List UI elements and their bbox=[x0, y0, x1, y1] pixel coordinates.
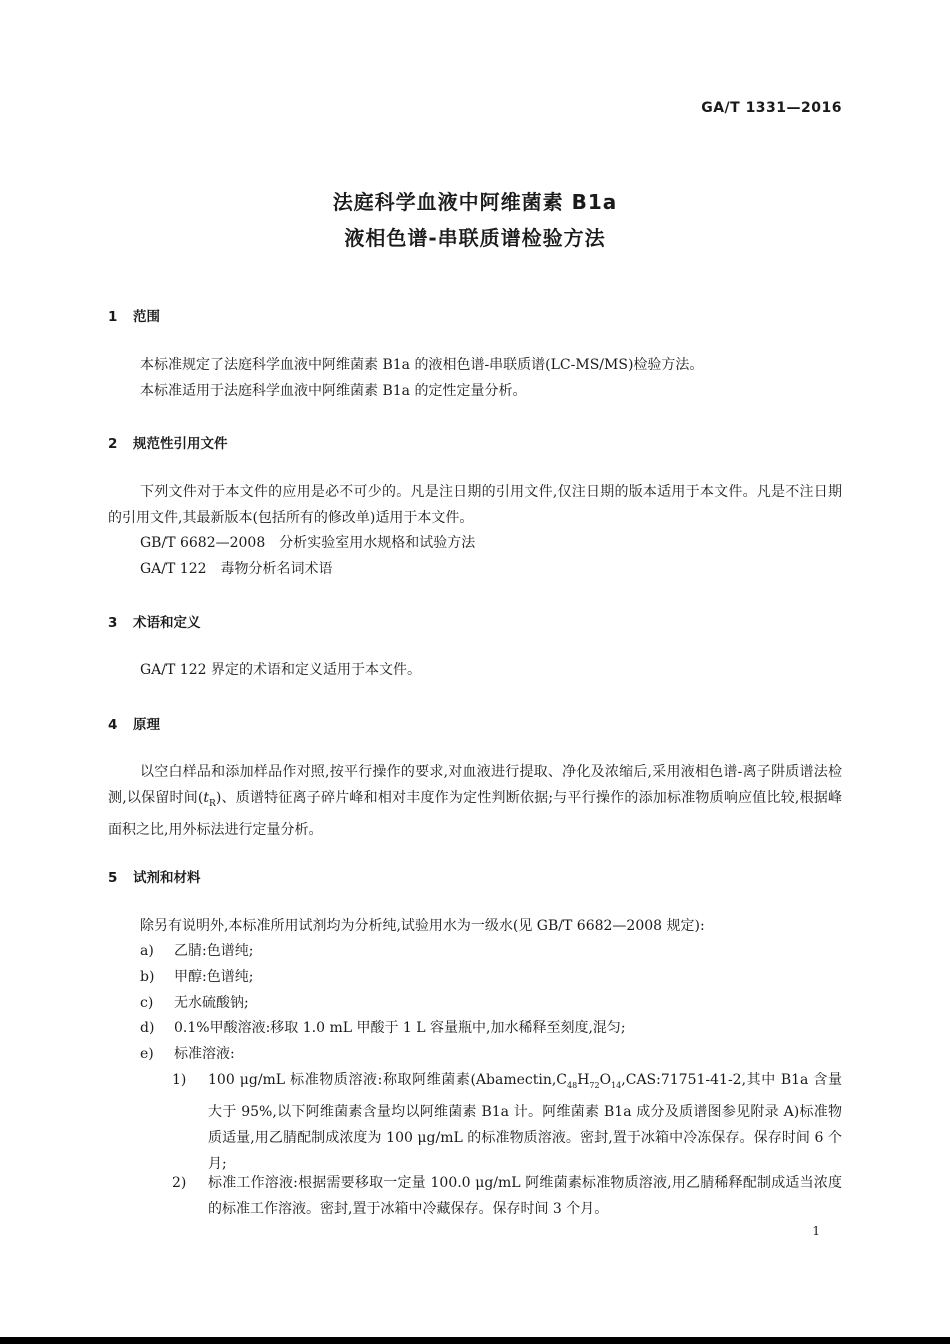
section-number: 4 bbox=[108, 717, 118, 733]
section-1-para-1: 本标准规定了法庭科学血液中阿维菌素 B1a 的液相色谱-串联质谱(LC-MS/MS)检验方法。 bbox=[140, 357, 704, 373]
principle-text-part-1: 以空白样品和添加样品作对照,按平行操作的要求,对血液进行提取、净化及浓缩后,采用液相色谱-离子阱质谱法检测,以保留时间( bbox=[108, 764, 842, 806]
sub-item-label: 2) bbox=[172, 1175, 187, 1191]
list-item-label: c) bbox=[140, 995, 154, 1011]
oxygen-subscript: 14 bbox=[611, 1080, 622, 1090]
standard-code: GA/T 1331—2016 bbox=[701, 100, 842, 116]
reference-gbt-6682: GB/T 6682—2008 分析实验室用水规格和试验方法 bbox=[140, 535, 476, 551]
oxygen-symbol: O bbox=[599, 1072, 612, 1088]
section-5-intro: 除另有说明外,本标准所用试剂均为分析纯,试验用水为一级水(见 GB/T 6682—2008 规定): bbox=[140, 918, 705, 934]
retention-time-subscript: R bbox=[209, 798, 216, 809]
principle-text-part-2: )、质谱特征离子碎片峰和相对丰度作为定性判断依据;与平行操作的添加标准物质响应值比较,根据峰面积之比,用外标法进行定量分析。 bbox=[108, 790, 842, 838]
section-title: 术语和定义 bbox=[133, 615, 201, 631]
list-item-label: a) bbox=[140, 943, 154, 959]
carbon-subscript: 48 bbox=[567, 1080, 578, 1090]
list-item-text: 乙腈:色谱纯; bbox=[174, 943, 254, 959]
list-item-label: d) bbox=[140, 1020, 155, 1036]
list-item-text: 甲醇:色谱纯; bbox=[174, 969, 254, 985]
sub-item-1-part-a: 100 μg/mL 标准物质溶液:称取阿维菌素(Abamectin,C bbox=[208, 1072, 568, 1088]
section-title: 试剂和材料 bbox=[133, 870, 201, 886]
section-number: 5 bbox=[108, 870, 118, 886]
retention-time-symbol: t bbox=[203, 790, 210, 806]
hydrogen-symbol: H bbox=[577, 1072, 590, 1088]
section-title: 范围 bbox=[133, 309, 160, 325]
sub-item-1-part-b: ,CAS:71751-41-2,其中 B1a 含量大于 95%,以下阿维菌素含量均以阿维菌素 B1a 计。阿维菌素 B1a 成分及质谱图参见附录 A)标准物质适量,用乙腈配制成浓度为 100 μg/mL 的标准物质溶液。密封,置于冰箱中冷冻保存。保存时间 6 个月; bbox=[208, 1072, 842, 1172]
bottom-border bbox=[0, 1337, 950, 1344]
page-number: 1 bbox=[812, 1224, 820, 1238]
section-2-para-1: 下列文件对于本文件的应用是必不可少的。凡是注日期的引用文件,仅注日期的版本适用于本文件。凡是不注日期的引用文件,其最新版本(包括所有的修改单)适用于本文件。 bbox=[108, 484, 842, 526]
section-title: 原理 bbox=[133, 717, 160, 733]
list-item-text: 0.1%甲酸溶液:移取 1.0 mL 甲酸于 1 L 容量瓶中,加水稀释至刻度,混匀; bbox=[174, 1020, 626, 1036]
title-line-2: 液相色谱-串联质谱检验方法 bbox=[344, 226, 606, 250]
sub-item-label: 1) bbox=[172, 1072, 187, 1088]
title-line-1: 法庭科学血液中阿维菌素 B1a bbox=[332, 190, 618, 214]
section-4-heading bbox=[108, 713, 160, 733]
section-number: 2 bbox=[108, 436, 118, 452]
section-3-para-1: GA/T 122 界定的术语和定义适用于本文件。 bbox=[140, 662, 421, 678]
sub-item-1-text bbox=[208, 1067, 842, 1177]
list-item-text: 标准溶液: bbox=[174, 1046, 235, 1062]
hydrogen-subscript: 72 bbox=[589, 1080, 600, 1090]
section-number: 3 bbox=[108, 615, 118, 631]
reference-gat-122: GA/T 122 毒物分析名词术语 bbox=[140, 561, 333, 577]
section-number: 1 bbox=[108, 309, 118, 325]
section-3-heading bbox=[108, 611, 201, 631]
section-1-heading bbox=[108, 305, 160, 325]
sub-item-2-text: 标准工作溶液:根据需要移取一定量 100.0 μg/mL 阿维菌素标准物质溶液,用乙腈稀释配制成适当浓度的标准工作溶液。密封,置于冰箱中冷藏保存。保存时间 3 个月。 bbox=[208, 1175, 842, 1217]
section-2-heading bbox=[108, 432, 228, 452]
section-4-para-1 bbox=[108, 759, 842, 843]
section-1-para-2: 本标准适用于法庭科学血液中阿维菌素 B1a 的定性定量分析。 bbox=[140, 383, 527, 399]
list-item-label: b) bbox=[140, 969, 155, 985]
section-5-heading bbox=[108, 866, 201, 886]
list-item-label: e) bbox=[140, 1046, 154, 1062]
section-title: 规范性引用文件 bbox=[133, 436, 228, 452]
list-item-text: 无水硫酸钠; bbox=[174, 995, 249, 1011]
